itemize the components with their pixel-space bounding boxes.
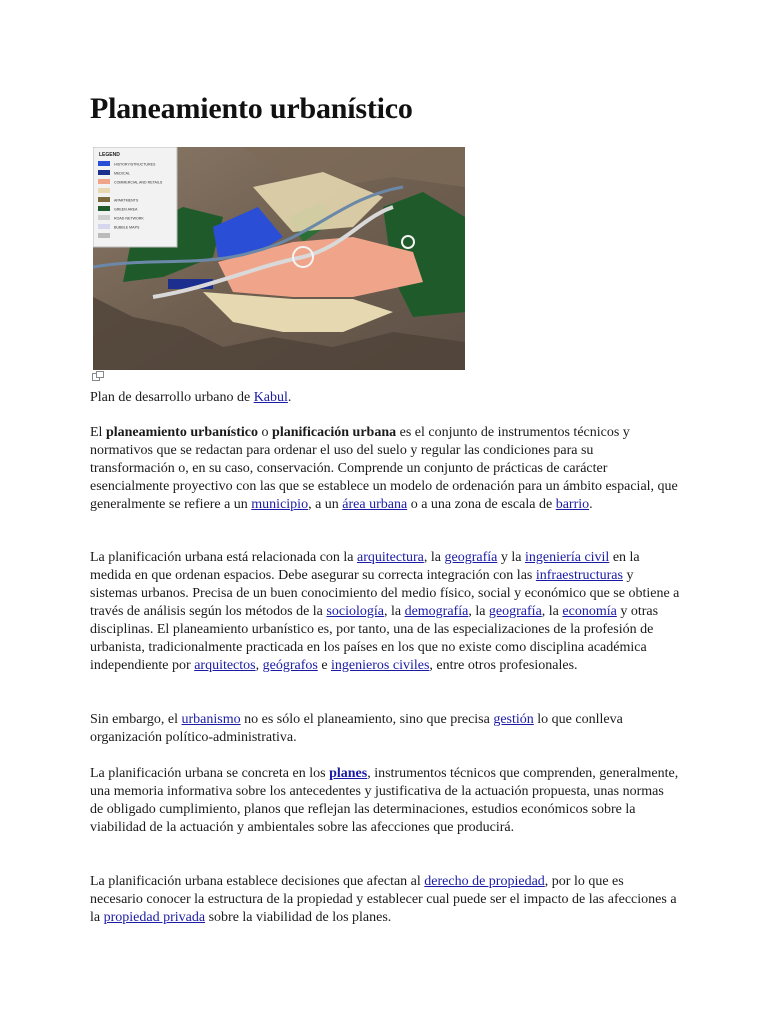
paragraph-planes: [90, 765, 680, 837]
legend-label: HISTORY/STRUCTURES: [114, 162, 156, 167]
text-run: , entre otros profesionales.: [429, 658, 578, 673]
paragraph-urbanismo: [90, 711, 680, 747]
legend-swatch: [98, 197, 110, 202]
legend-label: BUBBLE MAPS: [114, 225, 140, 230]
link-sociologia[interactable]: sociología: [326, 604, 384, 619]
legend-label: GREEN AREA: [114, 207, 138, 212]
image-caption: [90, 389, 291, 407]
link-derecho-de-propiedad[interactable]: derecho de propiedad: [424, 874, 545, 889]
legend-swatch: [98, 206, 110, 211]
caption-end: .: [287, 390, 292, 405]
link-arquitectos[interactable]: arquitectos: [194, 658, 256, 673]
text-run: o a una zona de escala de: [407, 497, 556, 512]
text-run: en la medida en que ordenan espacios. Debe asegurar su correcta integración con las: [90, 550, 640, 583]
text-run: El: [90, 425, 106, 440]
paragraph-definition: [90, 424, 680, 514]
legend-title: LEGEND: [99, 152, 120, 158]
text-run: La planificación urbana está relacionada con la: [90, 550, 358, 565]
text-run: La planificación urbana se concreta en los: [90, 766, 330, 781]
text-run: y sistemas urbanos. Precisa de un buen conocimiento del medio físico, social y económico que se obtiene a través de análisis según los métodos de la: [90, 568, 680, 619]
text-run: e: [317, 658, 332, 673]
enlarge-icon[interactable]: [92, 371, 104, 381]
link-planes[interactable]: planes: [329, 766, 368, 781]
text-run: ,: [255, 658, 263, 673]
link-propiedad-privada[interactable]: propiedad privada: [103, 910, 206, 925]
link-arquitectura[interactable]: arquitectura: [357, 550, 424, 565]
legend-swatch: [98, 170, 110, 175]
bold-term-planeamiento: planeamiento urbanístico: [105, 425, 259, 440]
link-urbanismo[interactable]: urbanismo: [181, 712, 241, 727]
link-economia[interactable]: economía: [562, 604, 617, 619]
text-run: y otras disciplinas. El planeamiento urbanístico es, por tanto, una de las especializaciones de la profesión de urbanista, tradicionalmente practicada en los países en los que no existe como disciplina académica independiente por: [90, 604, 659, 673]
legend-label: MEDICAL: [114, 171, 130, 176]
link-geografos[interactable]: geógrafos: [262, 658, 318, 673]
legend-swatch: [98, 224, 110, 229]
text-run: , instrumentos técnicos que comprenden, generalmente, una memoria informativa sobre los antecedentes y justificativa de la actuación propuesta, unas normas de obligado cumplimiento, planos que reflejan las determinaciones, estudios económicos sobre la viabilidad de la actuación y ambientales sobre las afecciones que producirá.: [90, 766, 679, 835]
text-run: .: [589, 497, 593, 512]
text-run: , la: [383, 604, 405, 619]
link-geografia[interactable]: geografía: [444, 550, 498, 565]
paragraph-disciplines: [90, 549, 680, 675]
text-run: o: [258, 425, 273, 440]
legend-label: APARTMENTS: [114, 198, 139, 203]
caption-text: Plan de desarrollo urbano de: [90, 390, 254, 405]
bold-term-planificacion: planificación urbana: [272, 425, 397, 440]
link-geografia-2[interactable]: geografía: [488, 604, 542, 619]
kabul-plan-map: [93, 147, 465, 370]
legend-swatch: [98, 161, 110, 166]
legend-swatch: [98, 215, 110, 220]
link-area-urbana[interactable]: área urbana: [342, 497, 408, 512]
legend-swatch: [98, 188, 110, 193]
text-run: , la: [541, 604, 563, 619]
link-infraestructuras[interactable]: infraestructuras: [535, 568, 623, 583]
text-run: sobre la viabilidad de los planes.: [205, 910, 392, 925]
link-ingenieria-civil[interactable]: ingeniería civil: [524, 550, 610, 565]
link-ingenieros-civiles[interactable]: ingenieros civiles: [331, 658, 430, 673]
paragraph-propiedad: [90, 873, 680, 927]
text-run: La planificación urbana establece decisiones que afectan al: [90, 874, 425, 889]
text-run: no es sólo el planeamiento, sino que precisa: [240, 712, 494, 727]
text-run: y la: [497, 550, 525, 565]
text-run: , a un: [308, 497, 343, 512]
text-run: Sin embargo, el: [90, 712, 182, 727]
legend-swatch: [98, 179, 110, 184]
legend-swatch: [98, 233, 110, 238]
text-run: , por lo que es necesario conocer la estructura de la propiedad y establecer cual puede ser el impacto de las afecciones a la: [90, 874, 677, 925]
link-barrio[interactable]: barrio: [555, 497, 590, 512]
link-gestion[interactable]: gestión: [493, 712, 534, 727]
link-municipio[interactable]: municipio: [251, 497, 309, 512]
legend-label: ROAD NETWORK: [114, 216, 144, 221]
link-kabul[interactable]: Kabul: [253, 390, 288, 405]
urban-plan-image[interactable]: [93, 147, 465, 370]
text-run: lo que conlleva organización político-administrativa.: [90, 712, 623, 745]
legend-label: COMMERCIAL AND RETAILS: [114, 180, 163, 185]
text-run: es el conjunto de instrumentos técnicos y normativos que se redactan para ordenar el uso del suelo y regular las condiciones para su transformación o, en su caso, conservación. Comprende un conjunto de prácticas de carácter esencialmente proyectivo con las que se establece un modelo de ordenación para un ámbito espacial, que generalmente se refiere a un: [90, 425, 678, 512]
text-run: , la: [423, 550, 445, 565]
page-title: Planeamiento urbanístico: [90, 92, 413, 125]
link-demografia[interactable]: demografía: [404, 604, 469, 619]
text-run: , la: [468, 604, 489, 619]
